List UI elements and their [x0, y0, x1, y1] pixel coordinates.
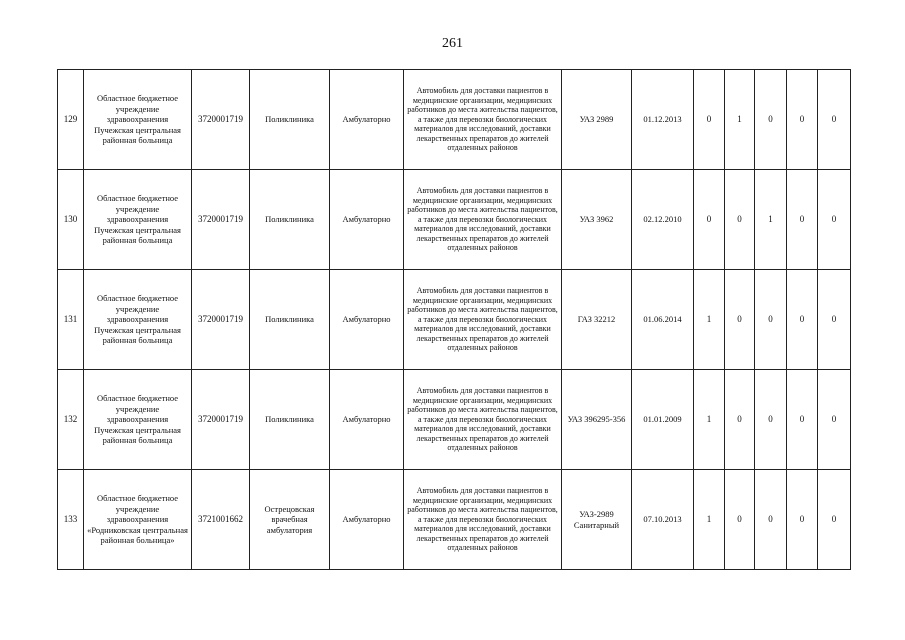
flag-cell-3: 0 [755, 270, 787, 370]
inn-cell: 3720001719 [192, 70, 250, 170]
flag-cell-2: 0 [725, 470, 755, 570]
table-body [58, 70, 851, 570]
care-type-cell: Амбулаторно [330, 370, 404, 470]
page-number: 261 [442, 36, 463, 51]
flag-cell-1: 1 [694, 270, 725, 370]
care-type-cell: Амбулаторно [330, 470, 404, 570]
row-number: 133 [58, 470, 84, 570]
flag-cell-4: 0 [787, 470, 818, 570]
organization-cell: Областное бюджетное учреждение здравоохранения Пучежская центральная районная больница [84, 170, 192, 270]
flag-cell-2: 0 [725, 270, 755, 370]
flag-cell-4: 0 [787, 70, 818, 170]
date-cell: 07.10.2013 [632, 470, 694, 570]
inn-cell: 3720001719 [192, 370, 250, 470]
inn-cell: 3720001719 [192, 170, 250, 270]
organization-cell: Областное бюджетное учреждение здравоохранения Пучежская центральная районная больница [84, 270, 192, 370]
flag-cell-3: 1 [755, 170, 787, 270]
flag-cell-4: 0 [787, 270, 818, 370]
purpose-cell: Автомобиль для доставки пациентов в медицинские организации, медицинских работников до места жительства пациентов, а также для перевозки биологических материалов для исследований, доставки лекарственных препаратов до жителей отдаленных районов [404, 70, 562, 170]
row-number: 129 [58, 70, 84, 170]
flag-cell-2: 0 [725, 170, 755, 270]
flag-cell-2: 0 [725, 370, 755, 470]
organization-cell: Областное бюджетное учреждение здравоохранения Пучежская центральная районная больница [84, 70, 192, 170]
table-row [58, 170, 851, 270]
date-cell: 01.06.2014 [632, 270, 694, 370]
inn-cell: 3720001719 [192, 270, 250, 370]
row-number: 130 [58, 170, 84, 270]
flag-cell-4: 0 [787, 170, 818, 270]
table-row [58, 370, 851, 470]
purpose-cell: Автомобиль для доставки пациентов в медицинские организации, медицинских работников до места жительства пациентов, а также для перевозки биологических материалов для исследований, доставки лекарственных препаратов до жителей отдаленных районов [404, 370, 562, 470]
organization-cell: Областное бюджетное учреждение здравоохранения Пучежская центральная районная больница [84, 370, 192, 470]
date-cell: 01.12.2013 [632, 70, 694, 170]
unit-cell: Острецовская врачебная амбулатория [250, 470, 330, 570]
unit-cell: Поликлиника [250, 170, 330, 270]
flag-cell-1: 1 [694, 370, 725, 470]
purpose-cell: Автомобиль для доставки пациентов в медицинские организации, медицинских работников до места жительства пациентов, а также для перевозки биологических материалов для исследований, доставки лекарственных препаратов до жителей отдаленных районов [404, 470, 562, 570]
table-row [58, 270, 851, 370]
row-number: 132 [58, 370, 84, 470]
flag-cell-3: 0 [755, 370, 787, 470]
inn-cell: 3721001662 [192, 470, 250, 570]
vehicle-cell: УАЗ-2989 Санитарный [562, 470, 632, 570]
flag-cell-5: 0 [818, 170, 851, 270]
unit-cell: Поликлиника [250, 70, 330, 170]
flag-cell-5: 0 [818, 270, 851, 370]
flag-cell-4: 0 [787, 370, 818, 470]
date-cell: 01.01.2009 [632, 370, 694, 470]
flag-cell-2: 1 [725, 70, 755, 170]
vehicle-cell: УАЗ 2989 [562, 70, 632, 170]
row-number: 131 [58, 270, 84, 370]
flag-cell-1: 0 [694, 170, 725, 270]
vehicle-cell: УАЗ 396295-356 [562, 370, 632, 470]
care-type-cell: Амбулаторно [330, 170, 404, 270]
organization-cell: Областное бюджетное учреждение здравоохранения «Родниковская центральная районная больница» [84, 470, 192, 570]
unit-cell: Поликлиника [250, 370, 330, 470]
flag-cell-3: 0 [755, 470, 787, 570]
care-type-cell: Амбулаторно [330, 270, 404, 370]
flag-cell-5: 0 [818, 470, 851, 570]
date-cell: 02.12.2010 [632, 170, 694, 270]
flag-cell-5: 0 [818, 70, 851, 170]
flag-cell-5: 0 [818, 370, 851, 470]
purpose-cell: Автомобиль для доставки пациентов в медицинские организации, медицинских работников до места жительства пациентов, а также для перевозки биологических материалов для исследований, доставки лекарственных препаратов до жителей отдаленных районов [404, 270, 562, 370]
flag-cell-3: 0 [755, 70, 787, 170]
care-type-cell: Амбулаторно [330, 70, 404, 170]
flag-cell-1: 0 [694, 70, 725, 170]
unit-cell: Поликлиника [250, 270, 330, 370]
table-row [58, 470, 851, 570]
flag-cell-1: 1 [694, 470, 725, 570]
table-row [58, 70, 851, 170]
vehicle-table [57, 69, 851, 570]
vehicle-cell: ГАЗ 32212 [562, 270, 632, 370]
vehicle-cell: УАЗ 3962 [562, 170, 632, 270]
purpose-cell: Автомобиль для доставки пациентов в медицинские организации, медицинских работников до места жительства пациентов, а также для перевозки биологических материалов для исследований, доставки лекарственных препаратов до жителей отдаленных районов [404, 170, 562, 270]
